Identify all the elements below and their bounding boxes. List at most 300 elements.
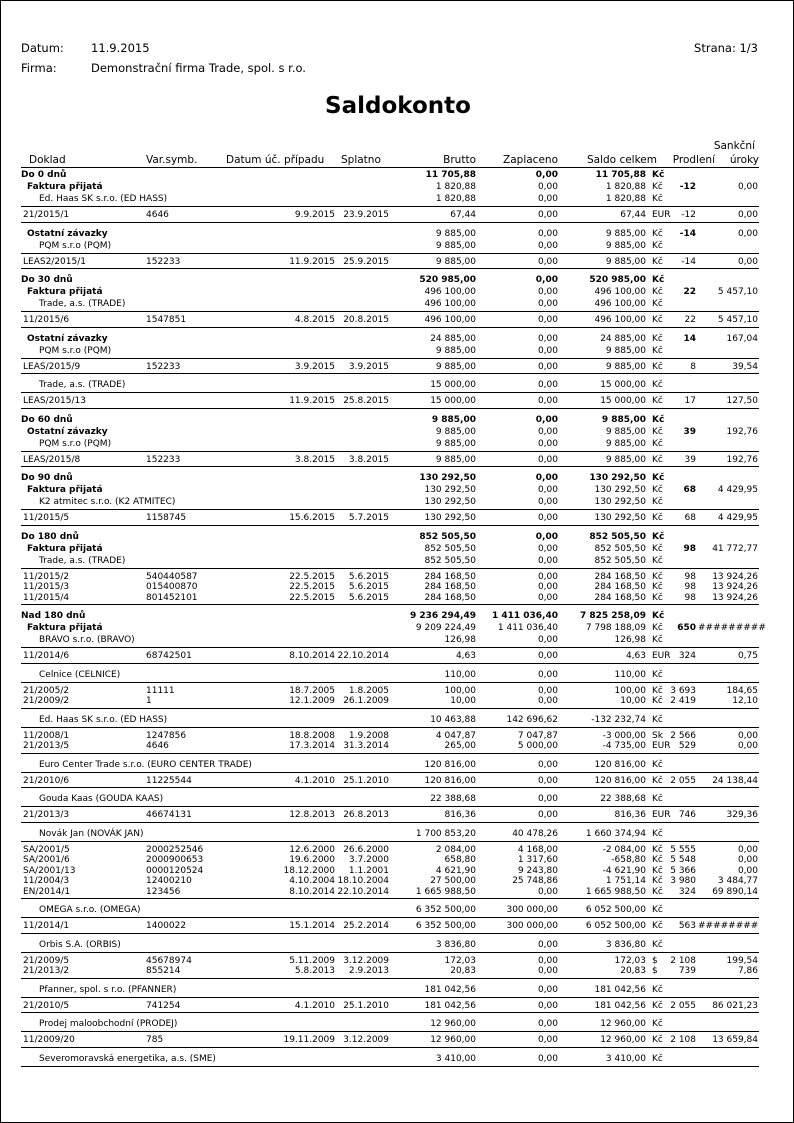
cell-doklad: Ed. Haas SK s.r.o. (ED HASS)	[39, 194, 168, 204]
cell-brutto: 9 885,00	[435, 228, 476, 239]
cell-uroky: 0,00	[737, 256, 758, 267]
cell-brutto: 181 042,56	[424, 984, 476, 995]
cell-zaplaceno: 0,00	[537, 794, 558, 804]
cell-doklad: 21/2010/6	[23, 775, 70, 786]
cell-zaplaceno: 0,00	[535, 473, 558, 483]
cell-zaplaceno: 142 696,62	[506, 714, 558, 725]
cell-doklad: Ostatní závazky	[27, 426, 108, 437]
cell-brutto: 520 985,00	[419, 275, 476, 285]
cell-mena: EUR	[652, 741, 671, 751]
table-row	[21, 455, 759, 468]
cell-doklad: Ostatní závazky	[27, 228, 108, 239]
cell-mena: Kč	[652, 426, 663, 437]
cell-splatno: ‎31.3.2014‎	[343, 741, 389, 751]
cell-saldo: -132 232,74	[591, 714, 646, 725]
cell-doklad: 11/2009/20	[23, 1035, 75, 1045]
cell-doklad: 11/2015/2	[23, 571, 70, 582]
cell-mena: Kč	[652, 775, 663, 786]
table-row	[21, 315, 759, 328]
cell-doklad: 21/2013/2	[23, 966, 70, 976]
cell-splatno: ‎5.6.2015‎	[348, 571, 389, 582]
col-doklad: Doklad	[29, 154, 66, 166]
cell-brutto: 9 209 224,49	[415, 623, 476, 633]
cell-uroky: 0,00	[737, 844, 758, 855]
cell-saldo: -3 000,00	[602, 730, 646, 741]
cell-var-symb: 46674131	[146, 810, 192, 820]
cell-prodleni: 8	[690, 361, 696, 372]
cell-brutto: 120 816,00	[424, 775, 476, 786]
cell-zaplaceno: 0,00	[537, 966, 558, 976]
table-row	[21, 210, 759, 223]
cell-mena: Kč	[652, 182, 663, 192]
cell-var-symb: 785	[146, 1035, 164, 1045]
cell-splatno: ‎22.10.2014‎	[337, 651, 389, 661]
cell-brutto: 15 000,00	[430, 380, 476, 390]
cell-saldo: 9 885,00	[605, 345, 646, 356]
cell-prodleni: 39	[683, 426, 696, 437]
cell-zaplaceno: 0,00	[537, 497, 558, 507]
col-splatno: Splatno	[341, 154, 381, 166]
cell-prodleni: 17	[684, 396, 696, 406]
cell-mena: Kč	[652, 228, 663, 239]
cell-saldo: 9 885,00	[605, 438, 646, 449]
cell-mena: Kč	[652, 669, 663, 680]
cell-uroky: 13 659,84	[712, 1035, 758, 1045]
cell-mena: Kč	[652, 299, 663, 309]
cell-saldo: 9 885,00	[601, 414, 646, 425]
cell-zaplaceno: 7 047,87	[517, 730, 558, 741]
cell-uroky: 69 890,14	[712, 886, 758, 897]
cell-zaplaceno: 0,00	[537, 759, 558, 770]
type-row	[21, 228, 759, 240]
cell-saldo: 496 100,00	[594, 299, 646, 309]
cell-zaplaceno: 0,00	[537, 228, 558, 239]
cell-prodleni: 563	[678, 921, 696, 931]
cell-splatno: ‎5.7.2015‎	[348, 513, 389, 523]
table-row	[21, 686, 759, 697]
cell-brutto: 27 500,00	[430, 876, 476, 886]
cell-zaplaceno: 0,00	[537, 775, 558, 786]
type-row	[21, 543, 759, 555]
cell-brutto: 3 836,80	[435, 939, 476, 950]
cell-prodleni: 68	[684, 513, 696, 523]
cell-zaplaceno: 4 168,00	[517, 844, 558, 855]
cell-splatno: ‎1.9.2008‎	[348, 730, 389, 741]
cell-prodleni: 98	[683, 543, 696, 554]
cell-splatno: ‎3.7.2000‎	[348, 855, 389, 865]
cell-zaplaceno: 0,00	[537, 287, 558, 297]
table-row	[21, 572, 759, 583]
cell-brutto: 126,98	[444, 635, 476, 645]
cell-datum: ‎12.6.2000‎	[289, 844, 335, 855]
cell-doklad: Nad 180 dnů	[21, 611, 86, 621]
company-label: Firma:	[21, 61, 57, 75]
partner-row	[21, 555, 759, 569]
cell-doklad: 11/2014/1	[23, 921, 70, 931]
cell-mena: Kč	[652, 531, 665, 542]
cell-uroky: 4 429,95	[717, 513, 758, 523]
cell-var-symb: 1400022	[146, 921, 187, 931]
table-row	[21, 876, 759, 887]
cell-uroky: #########	[698, 623, 766, 633]
cell-brutto: 2 084,00	[435, 844, 476, 855]
cell-zaplaceno: 0,00	[537, 555, 558, 566]
cell-brutto: 284 168,50	[424, 582, 476, 592]
cell-saldo: 3 410,00	[605, 1053, 646, 1064]
cell-saldo: 130 292,50	[594, 513, 646, 523]
cell-brutto: 496 100,00	[424, 299, 476, 309]
table-row	[21, 1035, 759, 1048]
cell-saldo: 172,03	[614, 955, 646, 966]
cell-splatno: ‎3.9.2015‎	[348, 361, 389, 372]
cell-doklad: BRAVO s.r.o. (BRAVO)	[39, 635, 135, 645]
cell-doklad: 21/2009/2	[23, 696, 70, 706]
table-row	[21, 741, 759, 754]
cell-prodleni: 14	[683, 333, 696, 344]
cell-doklad: Do 30 dnů	[21, 275, 73, 285]
cell-var-symb: 152233	[146, 256, 181, 267]
cell-splatno: ‎20.8.2015‎	[343, 315, 389, 325]
cell-splatno: ‎3.12.2009‎	[343, 1035, 389, 1045]
cell-saldo: 130 292,50	[594, 485, 646, 495]
cell-saldo: 284 168,50	[594, 582, 646, 592]
cell-mena: Kč	[652, 1035, 663, 1045]
cell-doklad: 21/2015/1	[23, 210, 70, 220]
cell-doklad: Do 180 dnů	[21, 531, 79, 542]
cell-saldo: 15 000,00	[600, 380, 646, 390]
page-title: Saldokonto	[325, 93, 471, 119]
cell-datum: ‎18.8.2008‎	[289, 730, 335, 741]
cell-mena: Kč	[652, 685, 663, 696]
partner-row	[21, 904, 759, 918]
table-row	[21, 956, 759, 967]
cell-doklad: PQM s.r.o (PQM)	[39, 345, 112, 356]
cell-saldo: 120 816,00	[594, 775, 646, 786]
cell-datum: ‎8.10.2014‎	[289, 886, 335, 897]
cell-zaplaceno: 0,00	[537, 696, 558, 706]
cell-var-symb: 2000900653	[146, 855, 204, 865]
cell-splatno: ‎2.9.2013‎	[348, 966, 389, 976]
cell-var-symb: 0000120524	[146, 865, 204, 876]
cell-uroky: 12,10	[732, 696, 758, 706]
cell-mena: Kč	[652, 939, 663, 950]
cell-doklad: Faktura přijatá	[27, 182, 103, 192]
cell-saldo: 20,83	[620, 966, 646, 976]
cell-doklad: Faktura přijatá	[27, 287, 103, 297]
cell-datum: ‎5.11.2009‎	[289, 955, 335, 966]
cell-prodleni: -12	[679, 182, 696, 192]
cell-saldo: 120 816,00	[594, 759, 646, 770]
cell-var-symb: 11111	[146, 685, 175, 696]
partner-row	[21, 939, 759, 953]
ledger-rows	[21, 169, 766, 1067]
band-row	[21, 531, 759, 543]
cell-zaplaceno: 0,00	[537, 315, 558, 325]
cell-mena: Kč	[652, 1000, 663, 1011]
cell-prodleni: 2 055	[670, 1000, 696, 1011]
cell-zaplaceno: 0,00	[537, 210, 558, 220]
cell-doklad: Prodej maloobchodní (PRODEJ)	[39, 1019, 178, 1029]
cell-brutto: 265,00	[444, 741, 476, 751]
cell-zaplaceno: 0,00	[535, 414, 558, 425]
cell-var-symb: 4646	[146, 210, 169, 220]
cell-splatno: ‎5.6.2015‎	[348, 592, 389, 603]
partner-row	[21, 634, 759, 648]
cell-brutto: 284 168,50	[424, 571, 476, 582]
cell-uroky: 127,50	[726, 396, 758, 406]
cell-uroky: 13 924,26	[712, 592, 758, 603]
cell-zaplaceno: 0,00	[537, 182, 558, 192]
cell-saldo: 24 885,00	[600, 333, 646, 344]
cell-doklad: Celnice (CELNICE)	[39, 669, 121, 680]
cell-zaplaceno: 0,00	[537, 886, 558, 897]
cell-prodleni: 5 548	[670, 855, 696, 865]
cell-var-symb: 015400870	[146, 582, 198, 592]
cell-zaplaceno: 9 243,80	[517, 865, 558, 876]
cell-brutto: 9 885,00	[431, 414, 476, 425]
table-row	[21, 731, 759, 742]
cell-zaplaceno: 1 317,60	[517, 855, 558, 865]
cell-splatno: ‎18.10.2004‎	[337, 876, 389, 886]
cell-prodleni: 5 555	[670, 844, 696, 855]
cell-var-symb: 152233	[146, 454, 181, 465]
cell-zaplaceno: 0,00	[537, 240, 558, 251]
cell-brutto: 1 665 988,50	[415, 886, 476, 897]
cell-uroky: 0,00	[737, 865, 758, 876]
cell-doklad: Pfanner, spol. s r.o. (PFANNER)	[39, 984, 177, 995]
cell-brutto: 4,63	[455, 651, 476, 661]
cell-doklad: Do 0 dnů	[21, 170, 67, 180]
cell-prodleni: 746	[678, 810, 696, 820]
cell-brutto: 852 505,50	[424, 555, 476, 566]
partner-row	[21, 438, 759, 452]
cell-doklad: Do 90 dnů	[21, 473, 73, 483]
col-datum: Datum úč. případu	[226, 154, 325, 166]
cell-uroky: 192,76	[726, 426, 758, 437]
cell-uroky: 5 457,10	[717, 315, 758, 325]
cell-zaplaceno: 5 000,00	[517, 741, 558, 751]
cell-var-symb: 1158745	[146, 513, 187, 523]
cell-doklad: LEAS/2015/8	[23, 454, 81, 465]
cell-saldo: 9 885,00	[605, 228, 646, 239]
cell-uroky: 41 772,77	[712, 543, 758, 554]
cell-mena: Kč	[652, 485, 663, 495]
cell-datum: ‎15.1.2014‎	[289, 921, 335, 931]
cell-prodleni: -14	[679, 228, 696, 239]
table-row	[21, 921, 759, 934]
cell-uroky: 0,75	[737, 651, 758, 661]
cell-prodleni: 39	[684, 454, 696, 465]
cell-uroky: 0,00	[737, 228, 758, 239]
cell-datum: ‎19.11.2009‎	[283, 1035, 335, 1045]
cell-uroky: 4 429,95	[717, 485, 758, 495]
cell-brutto: 9 885,00	[435, 345, 476, 356]
cell-datum: ‎11.9.2015‎	[289, 256, 335, 267]
band-row	[21, 472, 759, 484]
cell-zaplaceno: 0,00	[537, 1019, 558, 1029]
partner-row	[21, 240, 759, 254]
cell-zaplaceno: 40 478,26	[512, 828, 558, 839]
cell-zaplaceno: 0,00	[537, 984, 558, 995]
cell-mena: Kč	[652, 555, 663, 566]
cell-uroky: 13 924,26	[712, 571, 758, 582]
cell-datum: ‎8.10.2014‎	[289, 651, 335, 661]
col-zaplaceno: Zaplaceno	[503, 154, 558, 166]
cell-brutto: 6 352 500,00	[415, 921, 476, 931]
cell-saldo: 130 292,50	[589, 473, 646, 483]
table-row	[21, 866, 759, 877]
cell-saldo: 1 665 988,50	[585, 886, 646, 897]
cell-mena: Kč	[652, 543, 663, 554]
cell-saldo: 284 168,50	[594, 592, 646, 603]
cell-prodleni: 98	[684, 571, 696, 582]
table-row	[21, 593, 759, 606]
cell-mena: Kč	[652, 921, 663, 931]
cell-var-symb: 1547851	[146, 315, 187, 325]
cell-mena: Kč	[652, 473, 665, 483]
cell-mena: Kč	[652, 256, 663, 267]
cell-saldo: 15 000,00	[600, 396, 646, 406]
cell-doklad: 21/2009/5	[23, 955, 70, 966]
cell-mena: Kč	[652, 396, 663, 406]
cell-saldo: 12 960,00	[600, 1035, 646, 1045]
partner-row	[21, 298, 759, 312]
cell-splatno: ‎1.1.2001‎	[348, 865, 389, 876]
cell-doklad: Faktura přijatá	[27, 543, 103, 554]
cell-zaplaceno: 0,00	[537, 333, 558, 344]
cell-doklad: PQM s.r.o (PQM)	[39, 240, 112, 251]
cell-mena: Kč	[652, 844, 663, 855]
cell-doklad: Novák Jan (NOVÁK JAN)	[39, 828, 144, 839]
cell-splatno: ‎25.2.2014‎	[343, 921, 389, 931]
partner-row	[21, 345, 759, 359]
cell-var-symb: 801452101	[146, 592, 198, 603]
cell-doklad: SA/2001/5	[23, 844, 70, 855]
col-saldo: Saldo celkem	[587, 154, 657, 166]
cell-splatno: ‎25.8.2015‎	[343, 396, 389, 406]
cell-brutto: 1 820,88	[435, 194, 476, 204]
cell-saldo: 1 820,88	[605, 194, 646, 204]
cell-uroky: 39,54	[732, 361, 758, 372]
cell-brutto: 172,03	[444, 955, 476, 966]
cell-datum: ‎18.7.2005‎	[289, 685, 335, 696]
cell-saldo: 852 505,50	[594, 543, 646, 554]
column-header	[21, 139, 759, 168]
cell-doklad: LEAS/2015/9	[23, 361, 81, 372]
cell-uroky: 192,76	[726, 454, 758, 465]
cell-zaplaceno: 0,00	[537, 299, 558, 309]
cell-mena: Kč	[652, 623, 663, 633]
cell-prodleni: 2 108	[670, 1035, 696, 1045]
cell-prodleni: 3 693	[670, 685, 696, 696]
col-sankcni: Sankční	[713, 140, 755, 152]
cell-doklad: Faktura přijatá	[27, 485, 103, 495]
cell-saldo: -4 621,90	[602, 865, 646, 876]
cell-mena: Kč	[652, 635, 663, 645]
cell-datum: ‎4.1.2010‎	[294, 775, 335, 786]
cell-doklad: 21/2013/5	[23, 741, 70, 751]
col-prodleni: Prodlení	[672, 154, 715, 166]
table-row	[21, 513, 759, 526]
table-row	[21, 696, 759, 709]
date-value: 11.9.2015	[91, 41, 150, 55]
cell-brutto: 15 000,00	[430, 396, 476, 406]
cell-saldo: 284 168,50	[594, 571, 646, 582]
cell-splatno: ‎25.1.2010‎	[343, 775, 389, 786]
cell-saldo: 181 042,56	[594, 984, 646, 995]
partner-row	[21, 669, 759, 683]
cell-brutto: 9 885,00	[435, 426, 476, 437]
cell-brutto: 9 885,00	[435, 454, 476, 465]
cell-saldo: 67,44	[620, 210, 646, 220]
cell-prodleni: 5 366	[670, 865, 696, 876]
cell-zaplaceno: 1 411 036,40	[497, 623, 558, 633]
cell-brutto: 22 388,68	[430, 794, 476, 804]
cell-mena: Kč	[652, 828, 663, 839]
cell-datum: ‎17.3.2014‎	[289, 741, 335, 751]
cell-brutto: 181 042,56	[424, 1000, 476, 1011]
cell-zaplaceno: 0,00	[537, 396, 558, 406]
table-row	[21, 651, 759, 664]
cell-mena: Kč	[652, 275, 665, 285]
cell-datum: ‎22.5.2015‎	[289, 582, 335, 592]
cell-doklad: Faktura přijatá	[27, 623, 103, 633]
cell-zaplaceno: 0,00	[537, 194, 558, 204]
cell-mena: Kč	[652, 345, 663, 356]
cell-zaplaceno: 0,00	[537, 426, 558, 437]
cell-doklad: LEAS2/2015/1	[23, 256, 86, 267]
col-varsymb: Var.symb.	[146, 154, 198, 166]
cell-uroky: 0,00	[737, 730, 758, 741]
cell-prodleni: 650	[677, 623, 696, 633]
cell-uroky: 13 924,26	[712, 582, 758, 592]
type-row	[21, 484, 759, 496]
cell-doklad: 11/2008/1	[23, 730, 70, 741]
cell-prodleni: 324	[678, 886, 696, 897]
cell-saldo: 520 985,00	[589, 275, 646, 285]
cell-mena: $	[652, 955, 658, 966]
cell-doklad: Ed. Haas SK s.r.o. (ED HASS)	[39, 714, 168, 725]
cell-saldo: 130 292,50	[594, 497, 646, 507]
cell-doklad: SA/2001/6	[23, 855, 70, 865]
partner-row	[21, 379, 759, 393]
cell-doklad: Severomoravská energetika, a.s. (SME)	[39, 1053, 216, 1064]
cell-doklad: Gouda Kaas (GOUDA KAAS)	[39, 794, 164, 804]
cell-mena: Kč	[652, 886, 663, 897]
cell-saldo: 1 751,14	[605, 876, 646, 886]
cell-prodleni: 3 980	[670, 876, 696, 886]
cell-var-symb: 123456	[146, 886, 181, 897]
cell-saldo: 7 798 188,09	[585, 623, 646, 633]
cell-prodleni: 2 566	[670, 730, 696, 741]
band-row	[21, 414, 759, 426]
cell-datum: ‎15.6.2015‎	[289, 513, 335, 523]
cell-var-symb: 152233	[146, 361, 181, 372]
cell-saldo: 126,98	[614, 635, 646, 645]
table-row	[21, 396, 759, 409]
cell-brutto: 10,00	[450, 696, 476, 706]
cell-saldo: 852 505,50	[589, 531, 646, 542]
cell-zaplaceno: 0,00	[537, 1000, 558, 1011]
table-row	[21, 887, 759, 900]
cell-zaplaceno: 0,00	[537, 1053, 558, 1064]
cell-var-symb: 4646	[146, 741, 169, 751]
cell-zaplaceno: 0,00	[537, 256, 558, 267]
cell-mena: Kč	[652, 194, 663, 204]
cell-saldo: 4,63	[625, 651, 646, 661]
cell-splatno: ‎26.6.2000‎	[343, 844, 389, 855]
cell-saldo: 9 885,00	[605, 256, 646, 267]
